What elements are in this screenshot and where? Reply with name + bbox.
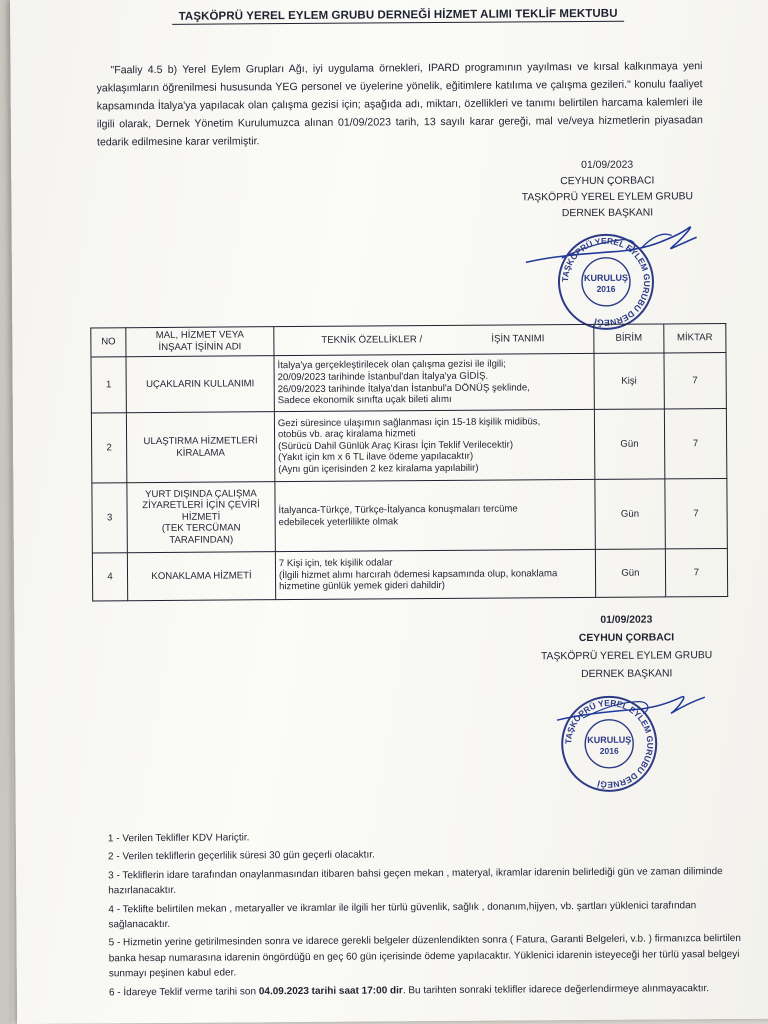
- stamp-year: 2016: [599, 745, 619, 756]
- row-spec: Gezi süresince ulaşımın sağlanması için 15-18 kişilik midibüs, otobüs vb. araç kiralama hizmeti (Sürücü Dahil Günlük Araç Kirası İçin Teklif Verilecektir) (Yakıt için km x 6 TL ilave ödeme yapılacaktır) (Aynı gün içerisinden 2 kez kiralama yapılabilir): [274, 409, 594, 481]
- signature-name: CEYHUN ÇORBACI: [578, 632, 675, 645]
- signature-org: TAŞKÖPRÜ YEREL EYLEM GRUBU: [540, 650, 713, 663]
- signature-block-top: [507, 157, 707, 222]
- row-no: 3: [92, 483, 128, 553]
- header-no: NO: [91, 328, 126, 357]
- condition-item: 2 - Verilen tekliflerin geçerlilik süresi 30 gün geçerli olacaktır.: [107, 849, 375, 863]
- document-title: TAŞKÖPRÜ YEREL EYLEM GRUBU DERNEĞİ HİZMET ALIMI TEKLİF MEKTUBU: [172, 8, 624, 25]
- row-qty: 7: [665, 479, 728, 549]
- condition-item: 6 - İdareye Teklif verme tarihi son 04.09.2023 tarihi saat 17:00 dir. Bu tarihten sonraki teklifler idarece değerlendirmeye alınmayacaktır.: [108, 982, 710, 998]
- row-no: 1: [91, 357, 126, 413]
- condition-item: 3 - Tekliflerin idare tarafından onaylanmasından itibaren bahsi geçen mekan , materyal, ikramlar idarenin belirlediği gün ve zaman diliminde hazırlanacaktır.: [108, 865, 723, 897]
- row-unit: Gün: [595, 479, 665, 549]
- association-stamp-bottom: [561, 696, 658, 793]
- signature-block-bottom: [526, 611, 726, 684]
- table-row: [91, 353, 726, 413]
- association-stamp-top: [558, 234, 655, 331]
- condition-item: 1 - Verilen Teklifler KDV Hariçtir.: [107, 832, 250, 845]
- condition-item: 4 - Teklifte belirtilen mekan , metaryaller ve ikramlar ile ilgili her türlü güvenlik, sağlık , donanım,hijyen, vb. şartları yüklenici tarafından sağlanacaktır.: [108, 899, 697, 931]
- signature-role: DERNEK BAŞKANI: [561, 207, 654, 220]
- signature-org: TAŞKÖPRÜ YEREL EYLEM GRUBU: [521, 191, 694, 204]
- row-unit: Gün: [594, 409, 664, 479]
- row-item-name: ULAŞTIRMA HİZMETLERİ KİRALAMA: [126, 412, 274, 483]
- row-no: 2: [91, 413, 127, 483]
- condition-item: 5 - Hizmetin yerine getirilmesinden sonra ve idarece gerekli belgeler düzenlendikten sonra ( Fatura, Garanti Belgeleri, v.b. ) firmanızca belirtilen banka hesap numarasına idarenin öngördüğü en geç 60 gün içerisinde ödeme yapılacaktır. Yüklenici idarenin isteyeceği her türlü yasal belgeyi sunmayı peşinen kabul eder.: [108, 933, 741, 980]
- signature-role: DERNEK BAŞKANI: [581, 668, 673, 681]
- header-name: MAL, HİZMET VEYA İNŞAAT İŞİNİN ADI: [126, 327, 274, 357]
- stamp-year: 2016: [596, 283, 616, 294]
- row-qty: 7: [665, 549, 728, 597]
- table-row: [92, 549, 727, 601]
- stamp-ring-text: TAŞKÖPRÜ YEREL EYLEM GURUBU DERNEĞİ: [563, 697, 656, 790]
- row-item-name: YURT DIŞINDA ÇALIŞMA ZİYARETLERİ İÇİN ÇEVİRİ HİZMETİ (TEK TERCÜMAN TARAFINDAN): [127, 482, 275, 553]
- row-spec: 7 Kişi için, tek kişilik odalar (İlgili hizmet alımı harcırah ödemesi kapsamında olup, konaklama hizmetine günlük yemek gideri dahildir): [275, 549, 595, 599]
- header-unit: BİRİM: [594, 324, 664, 353]
- document-page: [10, 0, 768, 1024]
- signature-name: CEYHUN ÇORBACI: [560, 175, 655, 188]
- row-spec: İtalya'ya gerçekleştirilecek olan çalışma gezisi ile ilgili; 20/09/2023 tarihinde İstanbul'dan İtalya'ya GİDİŞ. 26/09/2023 tarihinde İtalya'dan İstanbul'a DÖNÜŞ şeklinde, Sadece ekonomik sınıfta uçak bileti alımı: [274, 353, 594, 411]
- row-item-name: KONAKLAMA HİZMETİ: [127, 552, 275, 601]
- row-qty: 7: [664, 409, 727, 479]
- intro-paragraph: "Faaliy 4.5 b) Yerel Eylem Grupları Ağı, iyi uygulama örnekleri, IPARD programının yayılması ve kırsal kalkınmaya yeni yaklaşımların öğrenilmesi hususunda YEG personel ve üyelerine yönelik, eğitimlere katılıma ve çalışma gezileri." konulu faaliyet kapsamında İtalya'ya yapılacak olan çalışma gezisi için; aşağıda adı, miktarı, özellikleri ve tanımı belirtilen harcama kalemleri ile ilgili olarak, Dernek Yönetim Kurulumuzca alınan 01/09/2023 tarih, 13 sayılı karar gereği, mal ve/veya hizmetlerin piyasadan tedarik edilmesine karar verilmiştir.: [96, 60, 703, 149]
- table-row: [92, 479, 727, 553]
- row-no: 4: [92, 553, 127, 601]
- signature-date: 01/09/2023: [581, 159, 634, 172]
- items-table: [90, 323, 728, 601]
- row-unit: Gün: [595, 549, 665, 597]
- row-unit: Kişi: [594, 353, 664, 409]
- deadline-text: 04.09.2023 tarihi saat 17:00 dir: [258, 984, 403, 997]
- conditions-list: [108, 827, 749, 1004]
- header-qty: MİKTAR: [664, 324, 726, 353]
- stamp-center-text: KURULUŞ: [587, 734, 632, 745]
- stamp-ring-text: TAŞKÖPRÜ YEREL EYLEM GURUBU DERNEĞİ: [559, 235, 653, 328]
- row-qty: 7: [664, 353, 727, 409]
- table-row: [91, 409, 726, 483]
- signature-date: 01/09/2023: [600, 614, 653, 626]
- header-spec: TEKNİK ÖZELLİKLER / İŞİN TANIMI: [274, 324, 594, 355]
- row-spec: İtalyanca-Türkçe, Türkçe-İtalyanca konuşmaları tercüme edebilecek yeterlilikte olmak: [275, 479, 595, 551]
- stamp-center-text: KURULUŞ: [583, 272, 628, 283]
- row-item-name: UÇAKLARIN KULLANIMI: [126, 356, 274, 413]
- table-header-row: [91, 324, 726, 357]
